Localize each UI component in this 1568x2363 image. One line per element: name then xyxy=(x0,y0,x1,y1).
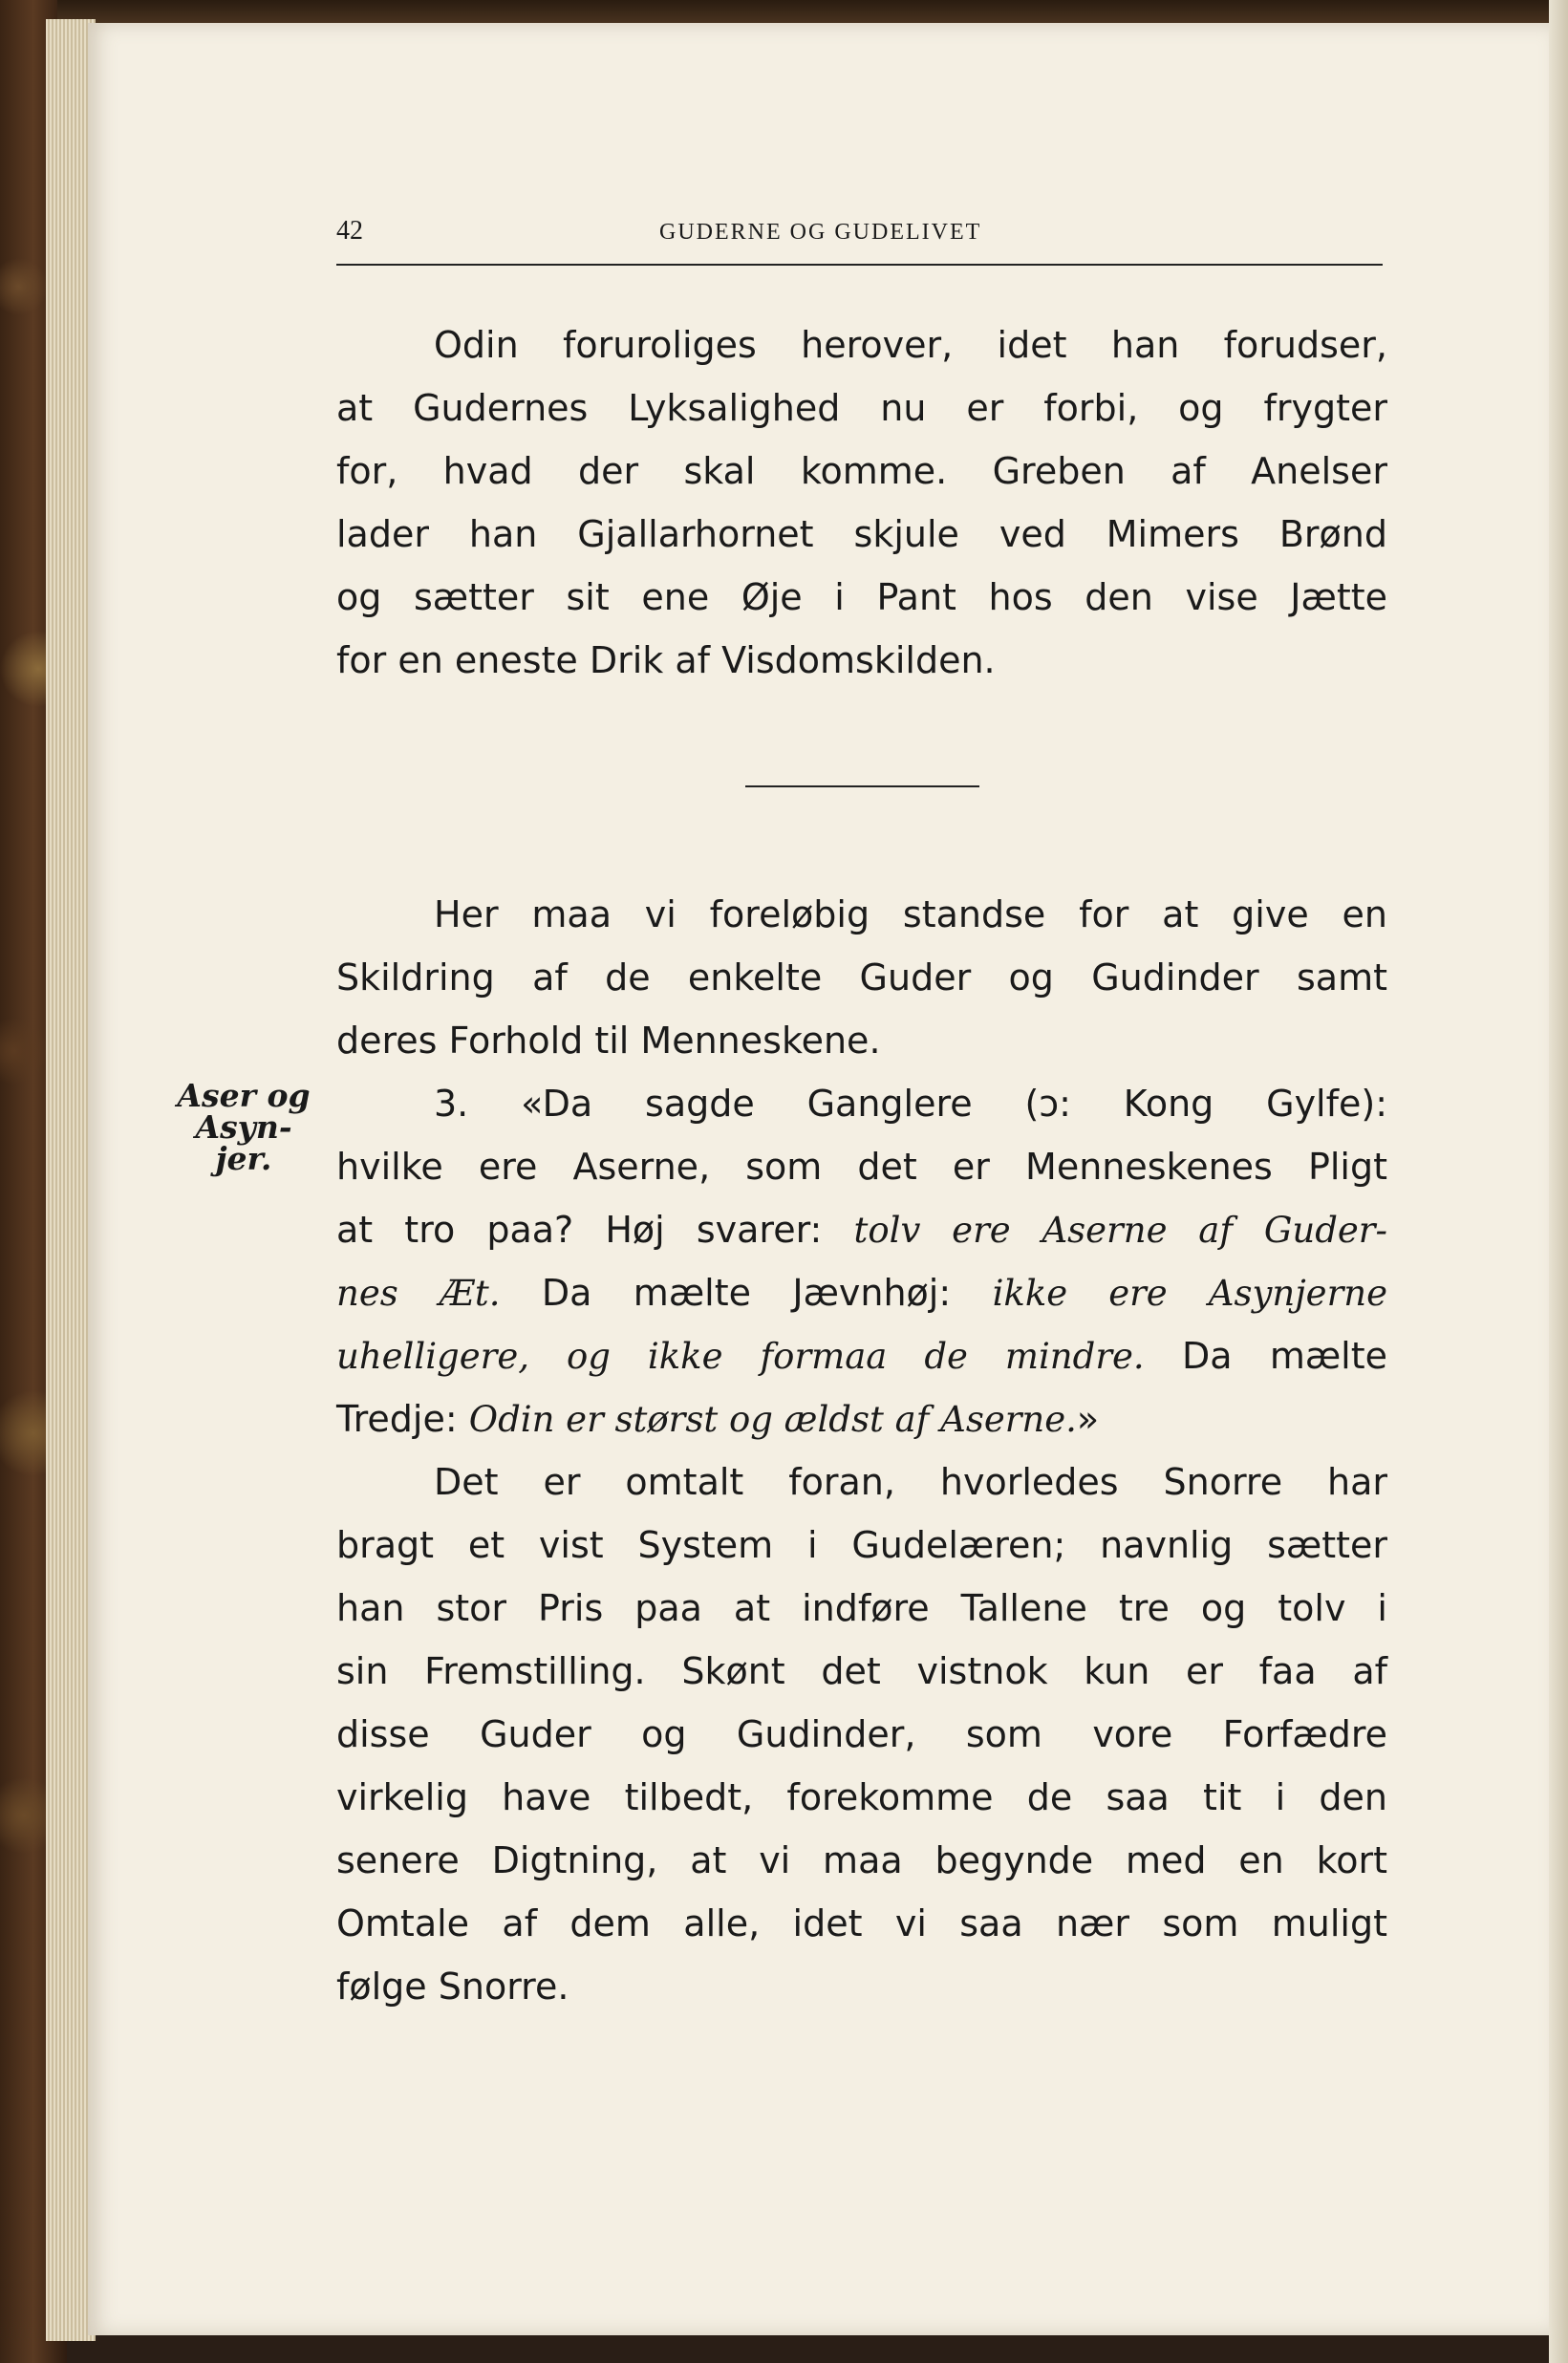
text-segment: Da mælte xyxy=(1144,1335,1387,1377)
text-line: sin Fremstilling. Skønt det vistnok kun er faa af xyxy=(336,1650,1387,1692)
text-segment: Tredje: xyxy=(336,1398,469,1440)
text-segment: » xyxy=(1076,1398,1100,1440)
text-line: for en eneste Drik af Visdomskilden. xyxy=(336,639,996,681)
page-number: 42 xyxy=(336,216,363,246)
text-line xyxy=(336,1261,1387,1324)
book-top-edge xyxy=(57,0,1568,25)
text-line: han stor Pris paa at indføre Tallene tre og tolv i xyxy=(336,1587,1387,1629)
margin-note-line: Asyn- xyxy=(195,1108,292,1146)
italic-segment: nes Æt. xyxy=(336,1273,501,1314)
text-line: Her maa vi foreløbig standse for at give en xyxy=(434,893,1387,935)
text-line: Det er omtalt foran, hvorledes Snorre har xyxy=(434,1461,1387,1503)
paragraph-snorre xyxy=(336,1450,1387,2018)
text-line: virkelig have tilbedt, forekomme de saa tit i den xyxy=(336,1776,1387,1818)
text-line: for, hvad der skal komme. Greben af Anelser xyxy=(336,450,1387,492)
text-segment: Da mælte Jævnhøj: xyxy=(500,1272,993,1314)
text-line: Odin foruroliges herover, idet han forudser, xyxy=(434,324,1387,366)
margin-note-line: jer. xyxy=(215,1140,272,1177)
text-line: hvilke ere Aserne, som det er Menneskenes Pligt xyxy=(336,1146,1387,1188)
text-line xyxy=(336,1387,1387,1450)
text-line: deres Forhold til Menneskene. xyxy=(336,1020,881,1062)
italic-segment: ikke ere Asynjerne xyxy=(992,1273,1387,1314)
text-line: at Gudernes Lyksalighed nu er forbi, og frygter xyxy=(336,387,1387,429)
italic-segment: tolv ere Aserne af Guder- xyxy=(853,1210,1387,1251)
running-title: GUDERNE OG GUDELIVET xyxy=(659,220,982,245)
italic-segment: uhelligere, og ikke formaa de mindre. xyxy=(336,1336,1145,1377)
text-line: Skildring af de enkelte Guder og Gudinder samt xyxy=(336,956,1387,999)
text-segment: at tro paa? Høj svarer: xyxy=(336,1209,854,1251)
margin-note-line: Aser og xyxy=(177,1077,311,1114)
text-line: 3. «Da sagde Ganglere (ɔ: Kong Gylfe): xyxy=(434,1083,1387,1125)
text-line: Omtale af dem alle, idet vi saa nær som muligt xyxy=(336,1902,1387,1944)
paragraph-skildring xyxy=(336,883,1387,1072)
text-line xyxy=(336,1198,1387,1261)
page-right-edge xyxy=(1549,0,1568,2363)
paragraph-odin xyxy=(336,313,1387,692)
page-header xyxy=(336,212,1383,266)
text-line xyxy=(336,1324,1387,1387)
text-line: følge Snorre. xyxy=(336,1966,569,2008)
italic-segment: Odin er størst og ældst af Aserne. xyxy=(468,1399,1077,1440)
text-line: og sætter sit ene Øje i Pant hos den vise Jætte xyxy=(336,576,1387,618)
text-line: bragt et vist System i Gudelæren; navnlig sætter xyxy=(336,1524,1387,1566)
paragraph-quote xyxy=(336,1072,1387,1450)
margin-note xyxy=(167,1077,320,1177)
text-line: disse Guder og Gudinder, som vore Forfædre xyxy=(336,1713,1387,1755)
text-line: lader han Gjallarhornet skjule ved Mimers Brønd xyxy=(336,513,1387,555)
text-line: senere Digtning, at vi maa begynde med en kort xyxy=(336,1839,1387,1881)
section-divider xyxy=(745,785,979,787)
